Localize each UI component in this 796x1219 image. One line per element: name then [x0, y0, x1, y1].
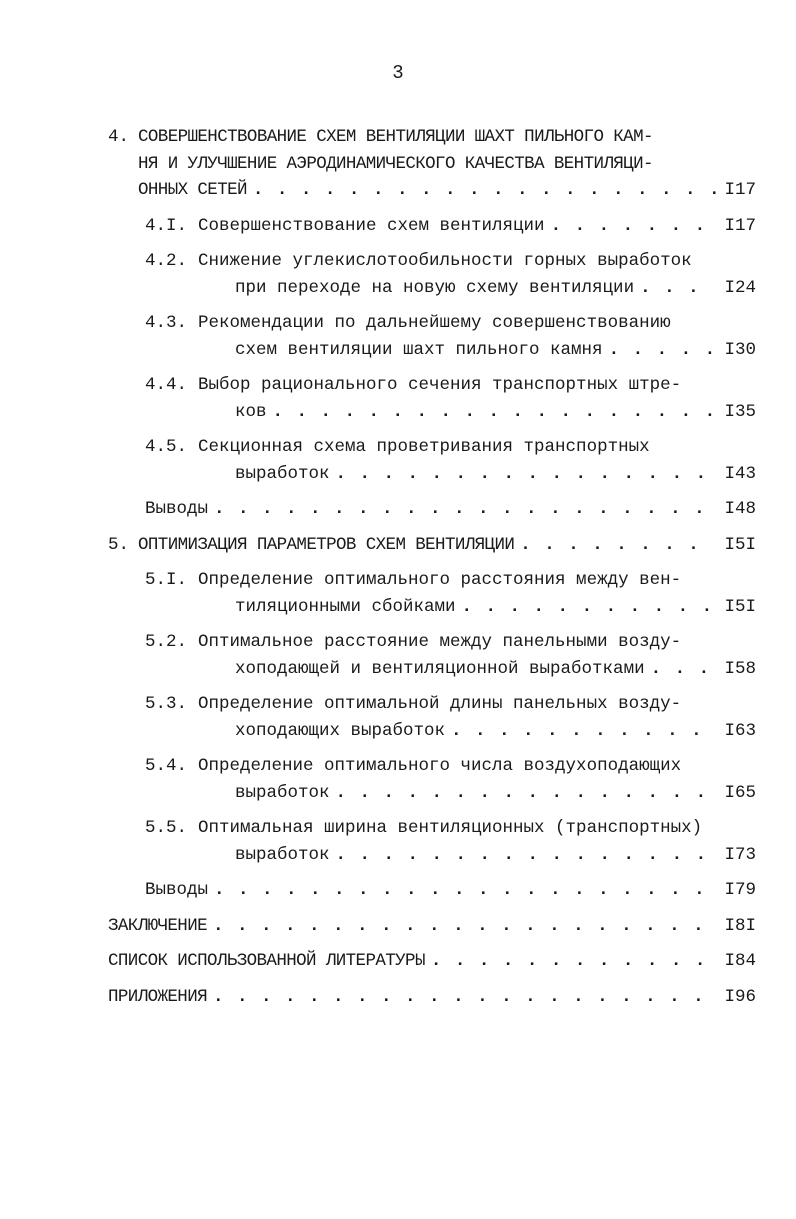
- section-title: ПРИЛОЖЕНИЯ: [108, 986, 208, 1007]
- section-title: Выводы: [145, 880, 209, 900]
- section-title: Совершенствование схем вентиляции: [198, 215, 545, 236]
- page-reference: I5I: [724, 596, 756, 617]
- section-number: 5.5.: [145, 818, 188, 838]
- toc-entry: [108, 213, 756, 240]
- section-number: 5.3.: [145, 694, 188, 714]
- section-title: схем вентиляции шахт пильного камня: [235, 339, 603, 360]
- section-number: 5.I.: [145, 570, 188, 590]
- toc-entry-line: [145, 691, 756, 718]
- toc-entry-line: [145, 753, 756, 780]
- toc-entry-line: [145, 629, 756, 656]
- page-reference: I65: [724, 782, 756, 803]
- page-reference: I30: [724, 339, 756, 360]
- toc-entry-line: [145, 399, 756, 426]
- page-reference: I96: [724, 986, 756, 1007]
- dot-leader: [640, 275, 716, 302]
- toc-entry-line: [145, 434, 756, 461]
- toc-entry-line: [145, 275, 756, 302]
- section-number: 4.I.: [145, 215, 188, 236]
- dot-leader: [273, 399, 716, 426]
- toc-entry: [108, 913, 756, 940]
- section-title: выработок: [235, 463, 330, 484]
- dot-leader: [336, 780, 716, 807]
- toc-entry: [108, 372, 756, 425]
- dot-leader: [214, 877, 716, 904]
- toc-entry: [108, 248, 756, 301]
- dot-leader: [213, 984, 716, 1011]
- section-number: 4.4.: [145, 375, 188, 395]
- table-of-contents: [108, 124, 756, 1019]
- toc-entry-line: [145, 372, 756, 399]
- toc-entry-line: [108, 984, 756, 1011]
- page-reference: I43: [724, 463, 756, 484]
- toc-entry-line: [145, 248, 756, 275]
- toc-entry-line: [145, 815, 756, 842]
- toc-entry-line: [145, 780, 756, 807]
- section-number: 5.2.: [145, 632, 188, 652]
- dot-leader: [336, 461, 716, 488]
- page-reference: I63: [724, 720, 756, 741]
- dot-leader: [551, 213, 716, 240]
- section-title: СОВЕРШЕНСТВОВАНИЕ СХЕМ ВЕНТИЛЯЦИИ ШАХТ ПИЛЬНОГО КАМ-: [138, 127, 653, 147]
- section-title: ОПТИМИЗАЦИЯ ПАРАМЕТРОВ СХЕМ ВЕНТИЛЯЦИИ: [138, 534, 515, 555]
- section-title: хоподающей и вентиляционной выработками: [235, 658, 645, 679]
- section-title: НЯ И УЛУЧШЕНИЕ АЭРОДИНАМИЧЕСКОГО КАЧЕСТВА ВЕНТИЛЯЦИ-: [138, 153, 653, 174]
- page-reference: I17: [724, 215, 756, 236]
- toc-entry-line: [145, 656, 756, 683]
- section-title: ЗАКЛЮЧЕНИЕ: [108, 915, 208, 936]
- toc-entry: [108, 124, 756, 204]
- section-title: СПИСОК ИСПОЛЬЗОВАННОЙ ЛИТЕРАТУРЫ: [108, 951, 425, 971]
- section-title: Определение оптимальной длины панельных возду-: [198, 694, 682, 714]
- section-title: Выводы: [145, 499, 209, 519]
- toc-entry-line: [145, 842, 756, 869]
- page-reference: I17: [724, 180, 756, 200]
- toc-entry-line: [145, 594, 756, 621]
- dot-leader: [214, 496, 716, 523]
- section-title: Выбор рационального сечения транспортных штре-: [198, 375, 682, 395]
- page-reference: I5I: [724, 534, 756, 555]
- section-title: при переходе на новую схему вентиляции: [235, 277, 635, 298]
- section-number: 5.4.: [145, 756, 188, 776]
- section-title: выработок: [235, 844, 330, 865]
- toc-entry-line: [145, 461, 756, 488]
- dot-leader: [462, 594, 716, 621]
- page-reference: I58: [724, 658, 756, 679]
- section-number: 5.: [108, 534, 130, 555]
- toc-entry: [108, 629, 756, 682]
- page-reference: I8I: [724, 915, 756, 936]
- section-title: Рекомендации по дальнейшему совершенствованию: [198, 313, 671, 333]
- page-reference: I48: [724, 499, 756, 519]
- page-reference: I84: [724, 951, 756, 971]
- section-number: 4.5.: [145, 437, 188, 457]
- toc-entry-line: [108, 151, 756, 178]
- toc-entry-line: [145, 496, 756, 523]
- dot-leader: [520, 532, 716, 559]
- section-number: 4.2.: [145, 251, 188, 271]
- toc-entry: [108, 532, 756, 559]
- dot-leader: [213, 913, 716, 940]
- toc-entry-line: [108, 532, 756, 559]
- section-number: 4.3.: [145, 313, 188, 333]
- toc-entry-line: [145, 718, 756, 745]
- page-reference: I35: [724, 401, 756, 422]
- toc-entry-line: [145, 877, 756, 904]
- page-reference: I79: [724, 880, 756, 900]
- section-title: хоподающих выработок: [235, 720, 446, 741]
- page-reference: I73: [724, 844, 756, 865]
- toc-entry-line: [145, 567, 756, 594]
- section-title: тиляционными сбойками: [235, 596, 456, 617]
- section-title: Определение оптимального расстояния между вен-: [198, 570, 682, 590]
- toc-entry-line: [108, 913, 756, 940]
- section-number: 4.: [108, 127, 130, 147]
- toc-entry-line: [108, 948, 756, 975]
- toc-entry: [108, 567, 756, 620]
- toc-entry: [108, 310, 756, 363]
- section-title: ков: [235, 401, 267, 422]
- dot-leader: [253, 177, 716, 204]
- toc-entry-line: [108, 177, 756, 204]
- toc-entry-line: [145, 213, 756, 240]
- page-reference: I24: [724, 277, 756, 298]
- toc-entry-line: [108, 124, 756, 151]
- section-title: Определение оптимального числа воздухоподающих: [198, 756, 682, 776]
- toc-entry: [108, 753, 756, 806]
- toc-entry-line: [145, 337, 756, 364]
- toc-entry: [108, 984, 756, 1011]
- section-title: Оптимальное расстояние между панельными возду-: [198, 632, 682, 652]
- dot-leader: [651, 656, 716, 683]
- dot-leader: [336, 842, 716, 869]
- section-title: Снижение углекислотообильности горных выработок: [198, 251, 692, 271]
- section-title: ОННЫХ СЕТЕЙ: [138, 180, 247, 200]
- toc-entry-line: [145, 310, 756, 337]
- dot-leader: [451, 718, 716, 745]
- toc-entry: [108, 434, 756, 487]
- section-title: Секционная схема проветривания транспортных: [198, 437, 650, 457]
- toc-entry: [108, 691, 756, 744]
- dot-leader: [431, 948, 716, 975]
- dot-leader: [609, 337, 716, 364]
- section-title: Оптимальная ширина вентиляционных (транспортных): [198, 818, 703, 838]
- toc-entry: [108, 815, 756, 868]
- section-title: выработок: [235, 782, 330, 803]
- toc-entry: [108, 877, 756, 904]
- toc-entry: [108, 496, 756, 523]
- toc-entry: [108, 948, 756, 975]
- page-number: 3: [392, 62, 404, 84]
